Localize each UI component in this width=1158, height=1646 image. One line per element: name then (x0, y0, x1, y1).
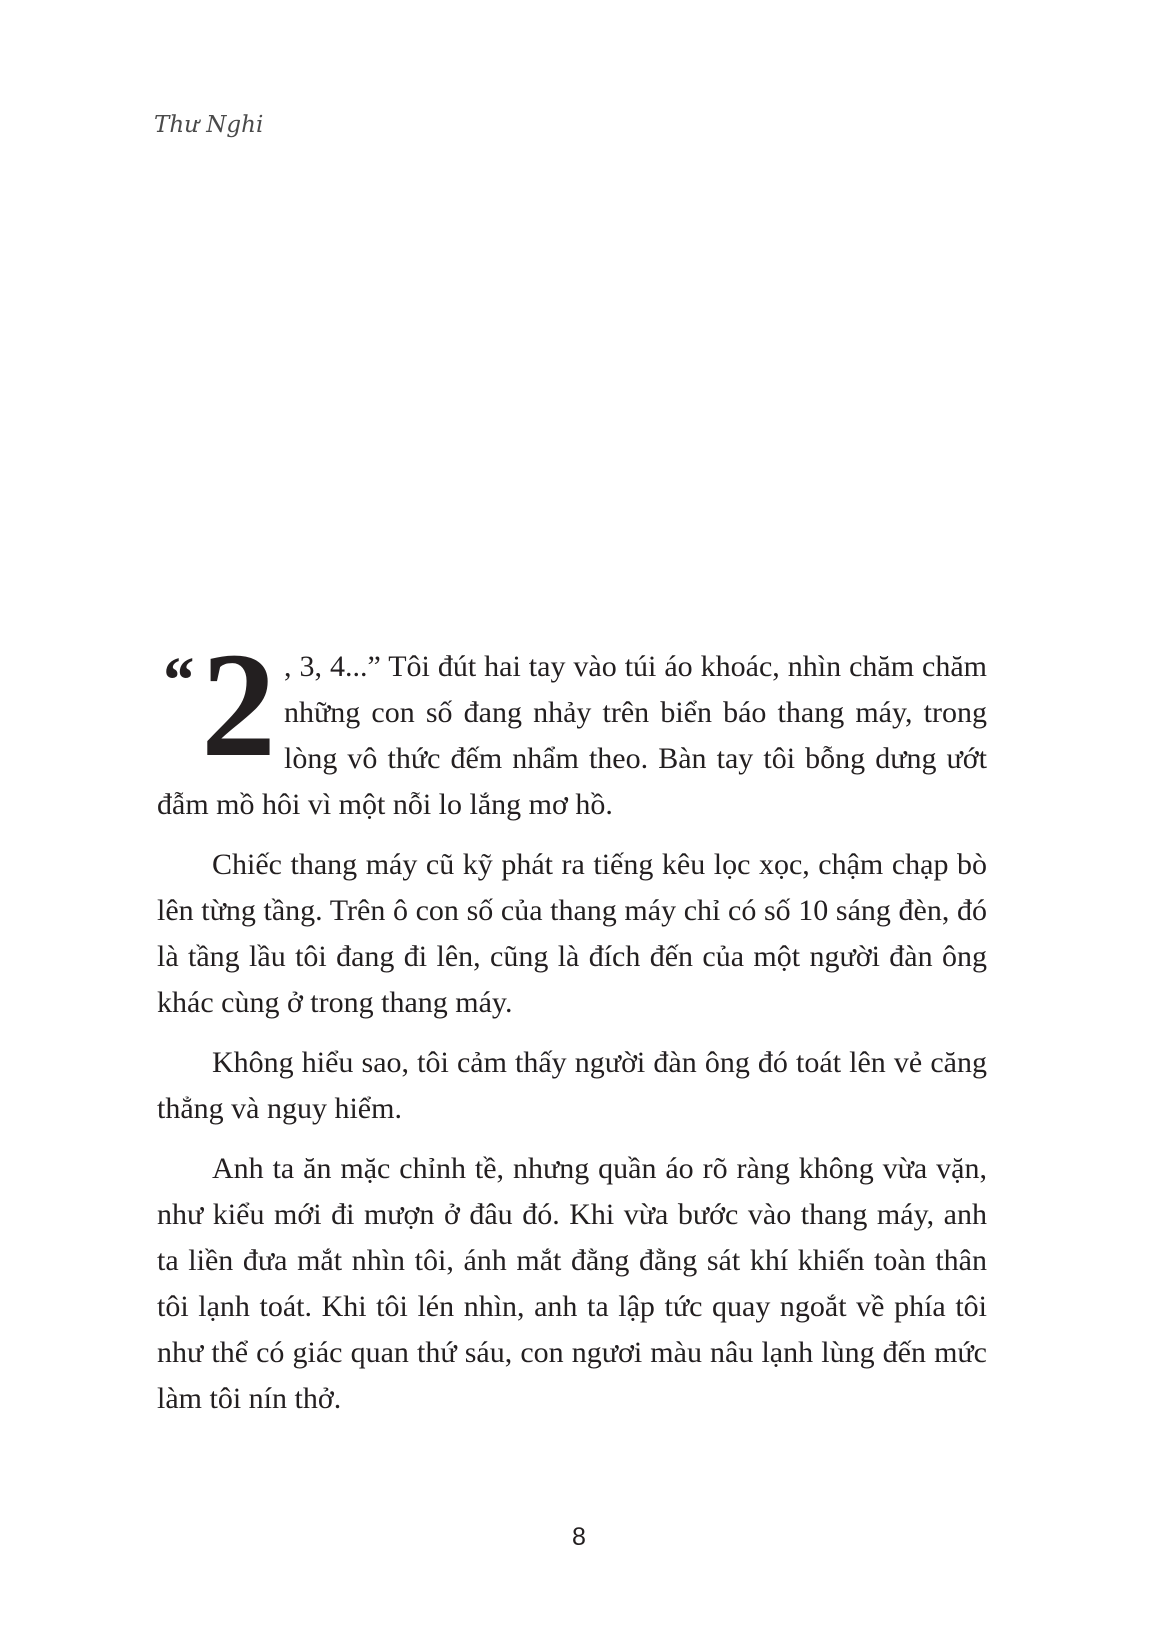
page-number: 8 (572, 1523, 586, 1551)
opening-paragraph (157, 622, 987, 828)
opening-text: , 3, 4...” Tôi đút hai tay vào túi áo khoác, nhìn chăm chăm những con số đang nhảy trên biển báo thang máy, trong lòng vô thức đếm nhẩm theo. Bàn tay tôi bỗng dưng ướt đẫm mồ hôi vì một nỗi lo lắng mơ hồ. (157, 650, 987, 821)
running-header-author: Thư Nghi (154, 112, 264, 138)
chapter-body (157, 622, 987, 1436)
drop-cap-number: 2 (201, 622, 276, 788)
paragraph: Anh ta ăn mặc chỉnh tề, nhưng quần áo rõ ràng không vừa vặn, như kiểu mới đi mượn ở đâu đó. Khi vừa bước vào thang máy, anh ta liền đưa mắt nhìn tôi, ánh mắt đằng đằng sát khí khiến toàn thân tôi lạnh toát. Khi tôi lén nhìn, anh ta lập tức quay ngoắt về phía tôi như thể có giác quan thứ sáu, con ngươi màu nâu lạnh lùng đến mức làm tôi nín thở. (157, 1152, 987, 1415)
paragraph: Chiếc thang máy cũ kỹ phát ra tiếng kêu lọc xọc, chậm chạp bò lên từng tầng. Trên ô con số của thang máy chỉ có số 10 sáng đèn, đó là tầng lầu tôi đang đi lên, cũng là đích đến của một người đàn ông khác cùng ở trong thang máy. (157, 848, 987, 1019)
drop-cap (157, 622, 281, 788)
paragraph: Không hiểu sao, tôi cảm thấy người đàn ông đó toát lên vẻ căng thẳng và nguy hiểm. (157, 1046, 987, 1125)
drop-cap-quote-mark: “ (160, 644, 193, 717)
